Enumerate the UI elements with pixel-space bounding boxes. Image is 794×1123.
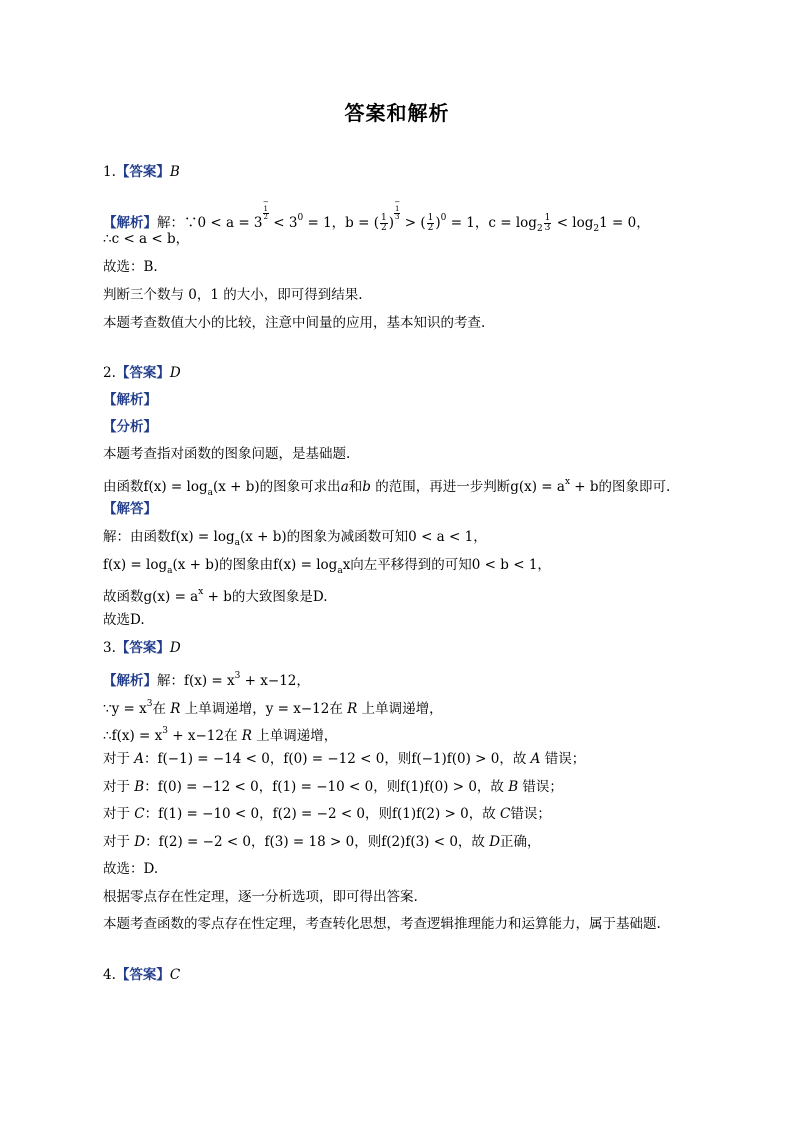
q1-answer-line bbox=[103, 163, 180, 181]
math-text: 对于 bbox=[103, 806, 135, 822]
subscript: 2 bbox=[536, 224, 543, 234]
variable: R bbox=[170, 701, 181, 717]
math-text: 解：由函数f(x) = log bbox=[103, 529, 235, 545]
math-text: + x−12， bbox=[240, 673, 310, 689]
subscript: a bbox=[207, 488, 213, 498]
math-text: = 1，c = log bbox=[446, 215, 537, 231]
denominator: 2 bbox=[263, 213, 268, 221]
page-title: 答案和解析 bbox=[344, 101, 450, 125]
explanation-label: 【解析】 bbox=[103, 673, 157, 689]
math-text: 上单调递增， bbox=[251, 728, 338, 744]
math-text: 1 = 0， bbox=[599, 215, 650, 231]
minus-sign: − bbox=[394, 198, 401, 206]
superscript: 3 bbox=[146, 699, 153, 709]
answer-value: D bbox=[169, 365, 181, 381]
q3-line-6 bbox=[103, 805, 551, 823]
variable: B bbox=[134, 779, 145, 795]
subscript: a bbox=[234, 538, 240, 548]
variable: C bbox=[500, 806, 511, 822]
variable: R bbox=[347, 701, 358, 717]
math-text: f(x) = log bbox=[103, 557, 168, 573]
variable: A bbox=[134, 751, 145, 767]
superscript: 0 bbox=[440, 213, 447, 223]
math-text: + x−12在 bbox=[167, 728, 242, 744]
superscript: x bbox=[198, 587, 204, 597]
math-text: ：f(2) = −2 < 0，f(3) = 18 > 0，则f(2)f(3) < 0，故 bbox=[145, 834, 490, 850]
subscript: 2 bbox=[593, 224, 600, 234]
superscript: 3 bbox=[162, 726, 168, 736]
math-text: 的范围，再进一步判断g(x) = a bbox=[370, 479, 565, 495]
q2-line-3 bbox=[103, 528, 487, 552]
denominator: 2 bbox=[381, 223, 387, 233]
math-text: 正确， bbox=[500, 834, 541, 850]
q1-solution-line-3: 故选：B. bbox=[103, 259, 158, 275]
numerator: 1 bbox=[544, 213, 551, 223]
math-text: 对于 bbox=[103, 779, 135, 795]
q3-line-2 bbox=[103, 695, 443, 718]
denominator: 3 bbox=[395, 213, 400, 221]
q3-line-8: 故选：D. bbox=[103, 861, 159, 877]
explanation-label: 【解析】 bbox=[103, 392, 157, 408]
math-text: < log bbox=[552, 215, 594, 231]
variable: C bbox=[134, 806, 145, 822]
q2-line-6: 故选D. bbox=[103, 612, 145, 628]
math-text: ：f(−1) = −14 < 0，f(0) = −12 < 0，则f(−1)f(0) > 0，故 bbox=[144, 751, 531, 767]
math-text: 解：∵0 < a = 3 bbox=[157, 215, 263, 231]
q1-solution-line-2: ∴c < a < b， bbox=[103, 231, 190, 247]
denominator: 3 bbox=[544, 223, 551, 233]
fraction bbox=[544, 214, 552, 233]
math-text: + b的大致图象是D. bbox=[203, 589, 328, 605]
q3-line-9: 根据零点存在性定理，逐一分析选项，即可得出答案. bbox=[103, 889, 418, 905]
solve-label: 【解答】 bbox=[103, 501, 157, 517]
math-text: 由函数f(x) = log bbox=[103, 479, 208, 495]
superscript: 0 bbox=[297, 213, 304, 223]
math-text: ) bbox=[435, 215, 441, 231]
q3-line-10: 本题考查函数的零点存在性定理，考查转化思想，考查逻辑推理能力和运算能力，属于基础题. bbox=[103, 916, 661, 932]
variable: b bbox=[362, 479, 371, 495]
q2-solve-label bbox=[103, 500, 157, 518]
math-text: ∴f(x) = x bbox=[103, 728, 163, 744]
q2-analysis-label bbox=[103, 418, 157, 436]
q3-line-5 bbox=[103, 778, 563, 796]
q3-line-7 bbox=[103, 833, 541, 851]
q2-line-1: 本题考查指对函数的图象问题，是基础题. bbox=[103, 446, 351, 462]
question-number: 2. bbox=[103, 365, 116, 381]
variable: a bbox=[340, 479, 349, 495]
superscript: x bbox=[564, 477, 571, 487]
math-text: > ( bbox=[400, 215, 426, 231]
math-text: 解：f(x) = x bbox=[157, 673, 235, 689]
math-text: 对于 bbox=[103, 751, 135, 767]
answer-label: 【答案】 bbox=[115, 164, 170, 180]
subscript: a bbox=[337, 566, 343, 576]
answer-label: 【答案】 bbox=[115, 967, 170, 983]
math-text: ：f(0) = −12 < 0，f(1) = −10 < 0，则f(1)f(0) > 0，故 bbox=[144, 779, 509, 795]
q1-solution-line-5: 本题考查数值大小的比较，注意中间量的应用，基本知识的考查. bbox=[103, 315, 486, 331]
math-text: 和 bbox=[348, 479, 363, 495]
answer-label: 【答案】 bbox=[115, 640, 170, 656]
denominator: 2 bbox=[427, 223, 434, 233]
minus-sign: − bbox=[262, 198, 269, 206]
q2-line-4 bbox=[103, 556, 551, 580]
math-text: (x + b)的图象为减函数可知0 < a < 1， bbox=[240, 529, 487, 545]
math-text: (x + b)的图象由f(x) = log bbox=[172, 557, 338, 573]
numerator: 1 bbox=[263, 205, 268, 213]
fraction bbox=[427, 214, 435, 233]
q4-answer-line bbox=[103, 966, 180, 984]
q2-answer-line bbox=[103, 364, 181, 382]
math-text: ：f(1) = −10 < 0，f(2) = −2 < 0，则f(1)f(2) > 0，故 bbox=[144, 806, 501, 822]
numerator: 1 bbox=[381, 213, 387, 223]
superscript: 3 bbox=[234, 671, 241, 681]
variable: D bbox=[134, 834, 146, 850]
math-text: ) bbox=[388, 215, 395, 231]
q3-line-3 bbox=[103, 722, 337, 745]
math-text: 在 bbox=[152, 701, 171, 717]
q3-answer-line bbox=[103, 639, 181, 657]
subscript: a bbox=[167, 566, 173, 576]
numerator: 1 bbox=[427, 213, 434, 223]
q3-line-1 bbox=[103, 667, 310, 690]
variable: A bbox=[530, 751, 541, 767]
q2-explanation-label bbox=[103, 391, 157, 409]
q2-line-2 bbox=[103, 473, 670, 502]
fraction bbox=[380, 214, 388, 233]
math-text: 上单调递增，y = x−12在 bbox=[180, 701, 348, 717]
math-text: 故函数g(x) = a bbox=[103, 589, 199, 605]
answer-value: D bbox=[169, 640, 181, 656]
math-text: 错误； bbox=[540, 751, 586, 767]
math-text: x向左平移得到的可知0 < b < 1， bbox=[342, 557, 551, 573]
variable: D bbox=[489, 834, 501, 850]
q3-line-4 bbox=[103, 750, 585, 768]
numerator: 1 bbox=[395, 205, 400, 213]
math-text: 错误； bbox=[510, 806, 551, 822]
answer-label: 【答案】 bbox=[115, 365, 170, 381]
variable: B bbox=[508, 779, 519, 795]
explanation-label: 【解析】 bbox=[103, 215, 157, 231]
math-text: 上单调递增， bbox=[357, 701, 443, 717]
variable: R bbox=[241, 728, 252, 744]
analysis-label: 【分析】 bbox=[103, 419, 157, 435]
math-text: (x + b)的图象可求出 bbox=[213, 479, 341, 495]
q1-solution-line-4: 判断三个数与 0，1 的大小，即可得到结果. bbox=[103, 287, 363, 303]
answer-value: C bbox=[169, 967, 181, 983]
math-text: + b的图象即可. bbox=[570, 479, 671, 495]
question-number: 4. bbox=[103, 967, 116, 983]
math-text: ∵y = x bbox=[103, 701, 147, 717]
question-number: 3. bbox=[103, 640, 116, 656]
q2-line-5 bbox=[103, 583, 327, 606]
math-text: < 3 bbox=[268, 215, 298, 231]
math-text: = 1，b = ( bbox=[303, 215, 379, 231]
question-number: 1. bbox=[103, 164, 116, 180]
answer-value: B bbox=[169, 164, 180, 180]
math-text: 对于 bbox=[103, 834, 135, 850]
math-text: 错误； bbox=[518, 779, 563, 795]
